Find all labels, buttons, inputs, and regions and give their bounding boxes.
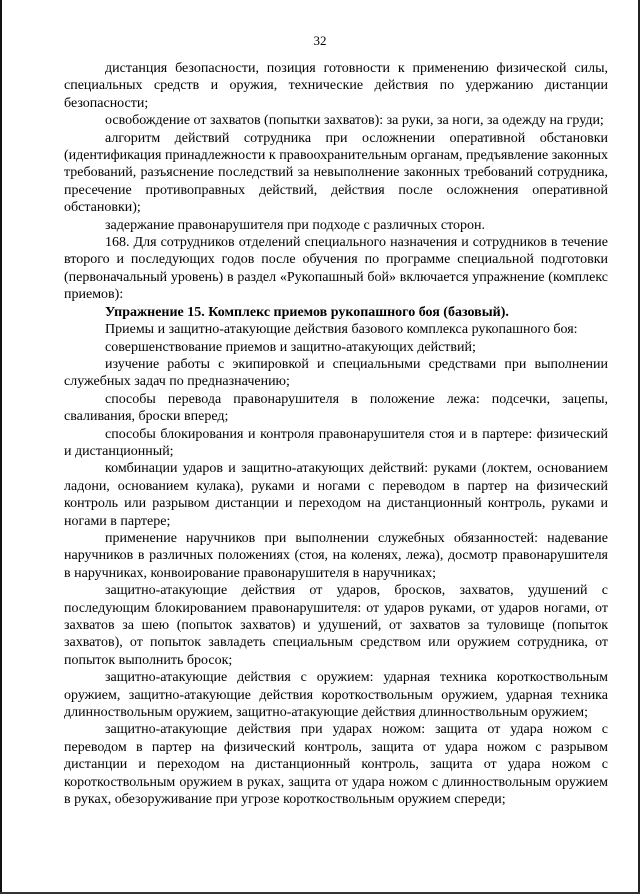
paragraph: Приемы и защитно-атакующие действия базового комплекса рукопашного боя: [105,322,578,338]
section-heading: Упражнение 15. Комплекс приемов рукопашного боя (базовый). [105,304,509,320]
scan-border-left [0,0,2,894]
paragraph: способы перевода правонарушителя в положение лежа: подсечки, зацепы, сваливания, броски вперед; [64,391,608,425]
paragraph: защитно-атакующие действия с оружием: ударная техника короткоствольным оружием, защитно-атакующие действия короткоствольным оружием, ударная техника длинноствольным оружием, защитно-атакующие действия длинноствольным оружием; [64,670,608,721]
paragraph: дистанция безопасности, позиция готовности к применению физической силы, специальных средств и оружия, технические действия по удержанию дистанции безопасности; [64,61,608,111]
paragraph: совершенствование приемов и защитно-атакующих действий; [105,339,476,355]
paragraph: применение наручников при выполнении служебных обязанностей: надевание наручников в различных положениях (стоя, на коленях, лежа), досмотр правонарушителя в наручниках, конвоирование правонарушителя в наручниках; [64,530,608,581]
paragraph: способы блокирования и контроля правонарушителя стоя и в партере: физический и дистанционный; [64,426,608,459]
paragraph: 168. Для сотрудников отделений специального назначения и сотрудников в течение второго и последующих годов после обучения по программе специальной подготовки (первоначальный уровень) в раздел «Рукопашный бой» включается упражнение (комплекс приемов): [64,235,608,303]
paragraph: алгоритм действий сотрудника при осложнении оперативной обстановки (идентификация принадлежности к правоохранительным органам, предъявление законных требований, разъяснение последствий за невыполнение законных требований сотрудника, пресечение противоправных действий, действия после осложнения оперативной обстановки); [64,130,608,216]
paragraph: задержание правонарушителя при подходе с различных сторон. [105,217,486,233]
paragraph: защитно-атакующие действия от ударов, бросков, захватов, удушений с последующим блокированием правонарушителя: от ударов руками, от ударов ногами, от захватов за шею (попыток захватов) и удушений, от захватов за туловище (попыток захватов), от попыток завладеть специальным средством или оружием сотрудника, от попыток выполнить бросок; [64,583,608,668]
paragraph: освобождение от захватов (попытки захватов): за руки, за ноги, за одежду на груди; [105,113,604,129]
paragraph: комбинации ударов и защитно-атакующих действий: руками (локтем, основанием ладони, основанием кулака), руками и ногами с переводом в партер на физический контроль или разрывом дистанции и переходом на дистанционный контроль, руками и ногами в партере; [64,461,608,529]
paragraph: защитно-атакующие действия при ударах ножом: защита от удара ножом с переводом в партер на физический контроль, защита от удара ножом с разрывом дистанции и переходом на дистанционный контроль, защита от удара ножом с короткоствольным оружием в руках, защита от удара ножом с длинноствольным оружием в руках, обезоруживание при угрозе короткоствольным оружием спереди; [64,722,608,808]
document-body [64,60,608,808]
paragraph: изучение работы с экипировкой и специальными средствами при выполнении служебных задач по предназначению; [64,356,608,390]
page-number: 32 [313,33,327,48]
